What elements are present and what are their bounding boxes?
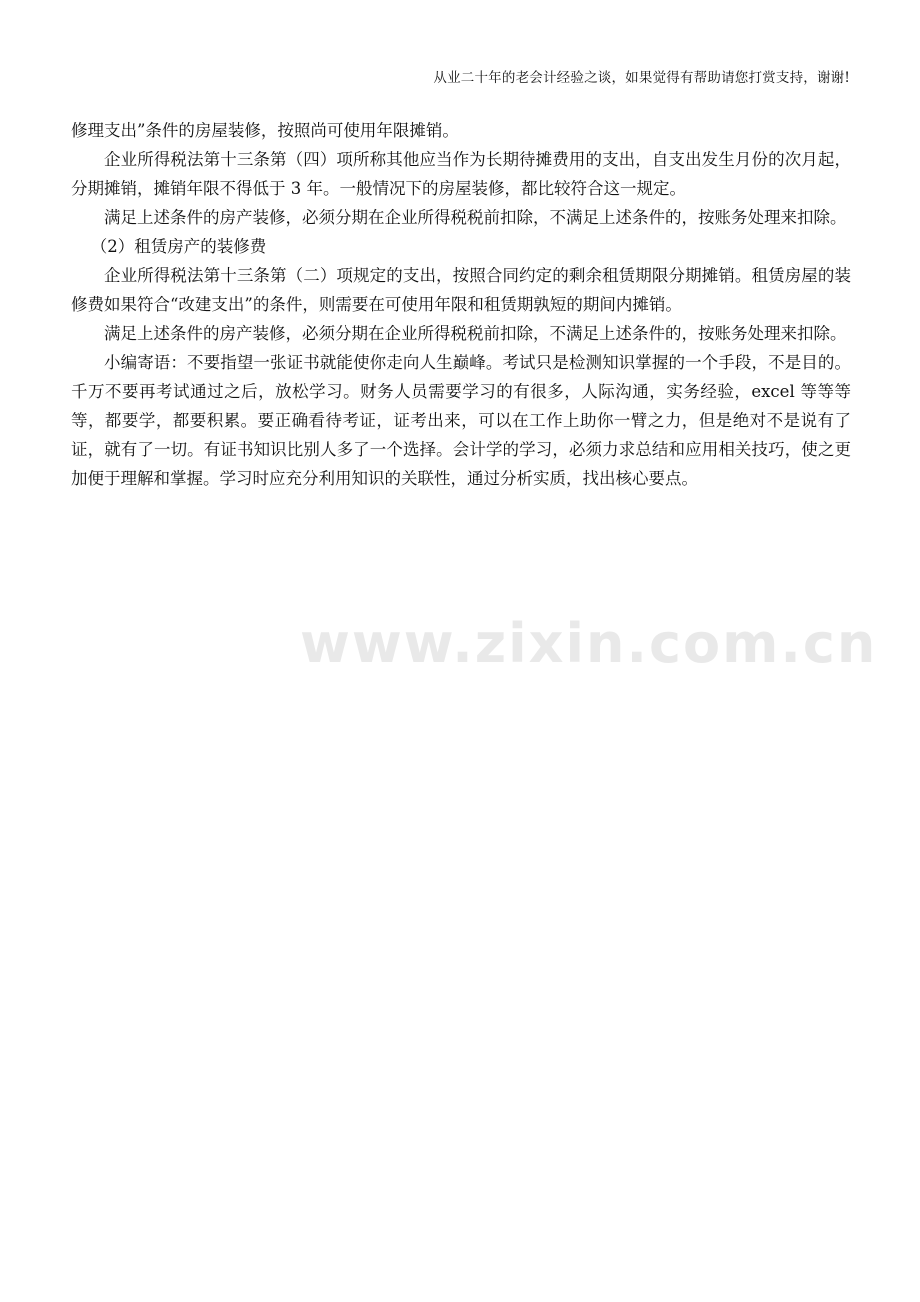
watermark: www.zixin.com.cn [300, 612, 878, 675]
section-heading-leased-property: （2）租赁房产的装修费 [90, 237, 267, 256]
document-body [71, 116, 851, 493]
paragraph-2: 企业所得税法第十三条第（四）项所称其他应当作为长期待摊费用的支出，自支出发生月份的次月起，分期摊销，摊销年限不得低于 3 年。一般情况下的房屋装修，都比较符合这一规定。 [71, 150, 851, 198]
paragraph-6: 满足上述条件的房产装修，必须分期在企业所得税税前扣除，不满足上述条件的，按账务处理来扣除。 [104, 324, 847, 343]
paragraph-5: 企业所得税法第十三条第（二）项规定的支出，按照合同约定的剩余租赁期限分期摊销。租赁房屋的装修费如果符合“改建支出”的条件，则需要在可使用年限和租赁期孰短的期间内摊销。 [71, 266, 851, 314]
editor-note-paragraph: 小编寄语：不要指望一张证书就能使你走向人生巅峰。考试只是检测知识掌握的一个手段，不是目的。千万不要再考试通过之后，放松学习。财务人员需要学习的有很多，人际沟通，实务经验，excel 等等等等，都要学，都要积累。要正确看待考证，证考出来，可以在工作上助你一臂之力，但是绝对不是说有了证，就有了一切。有证书知识比别人多了一个选择。会计学的学习，必须力求总结和应用相关技巧，使之更加便于理解和掌握。学习时应充分利用知识的关联性，通过分析实质，找出核心要点。 [71, 353, 851, 488]
header-note: 从业二十年的老会计经验之谈，如果觉得有帮助请您打赏支持，谢谢! [433, 70, 850, 86]
paragraph-1: 修理支出”条件的房屋装修，按照尚可使用年限摊销。 [71, 121, 459, 140]
paragraph-3: 满足上述条件的房产装修，必须分期在企业所得税税前扣除，不满足上述条件的，按账务处理来扣除。 [104, 208, 847, 227]
